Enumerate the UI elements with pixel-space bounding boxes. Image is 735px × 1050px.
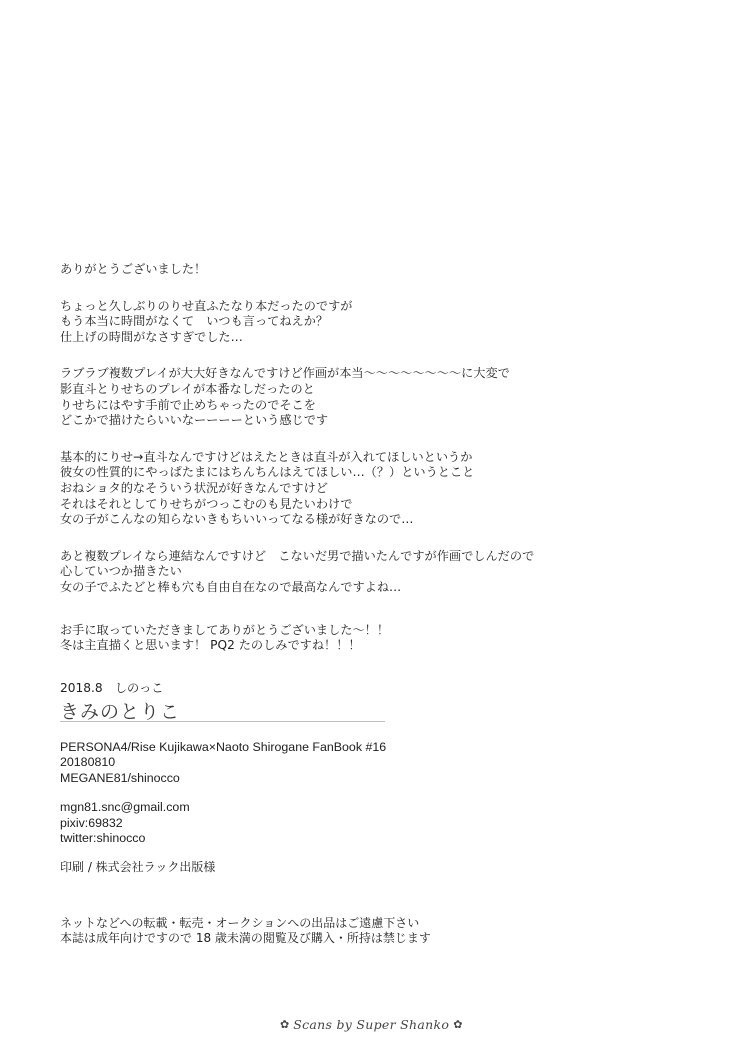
text-line: ちょっと久しぶりのりせ直ふたなり本だったのですが — [60, 298, 353, 313]
flower-ornament-icon: ✿ — [280, 1018, 290, 1031]
afterword — [60, 262, 700, 696]
text-line: 心していつか描きたい — [60, 564, 182, 579]
scan-credit-text: Scans by Super Shanko — [293, 1017, 450, 1032]
notice-line: 本誌は成年向けですので 18 歳未満の閲覧及び購入・所持は禁じます — [60, 931, 431, 946]
text-line: おねショタ的なそういう状況が好きなんですけど — [60, 480, 328, 495]
contact-info — [60, 800, 680, 846]
afterword-thanks — [60, 262, 700, 278]
afterword-paragraph-3 — [60, 450, 700, 528]
scan-credit — [280, 1018, 462, 1032]
afterword-paragraph-2 — [60, 366, 700, 428]
title-divider — [60, 721, 385, 722]
text-line: 女の子がこんなの知らないきもちいいってなる様が好きなので… — [60, 512, 414, 527]
notices — [60, 916, 680, 947]
text-line: ありがとうございました！ — [60, 262, 207, 276]
text-line: 彼女の性質的にやっぱたまにはちんちんはえてほしい…（？）というとこと — [60, 465, 475, 480]
printer-line: 印刷 / 株式会社ラック出版様 — [60, 860, 216, 875]
text-line: ラブラブ複数プレイが大大好きなんですけど作画が本当〜〜〜〜〜〜〜〜に大変で — [60, 366, 510, 381]
text-line: どこかで描けたらいいなーーーーという感じです — [60, 413, 329, 428]
text-line: 影直斗とりせちのプレイが本番なしだったのと — [60, 381, 315, 396]
text-line: あと複数プレイなら連結なんですけど こないだ男で描いたんですが作画でしんだので — [60, 548, 535, 563]
afterword-paragraph-5 — [60, 623, 700, 654]
text-line: りせちにはやす手前で止めちゃったのでそこを — [60, 397, 316, 412]
text-line: 冬は主直描くと思います！ PQ2 たのしみですね！！！ — [60, 638, 361, 653]
book-info — [60, 740, 680, 786]
afterword-paragraph-4 — [60, 549, 700, 596]
book-info-line: PERSONA4/Rise Kujikawa×Naoto Shirogane FanBook #16 — [60, 740, 387, 754]
book-info-line: 20180810 — [60, 755, 116, 770]
signature-line: 2018.8 しのっこ — [60, 680, 164, 695]
contact-twitter: twitter:shinocco — [60, 831, 146, 846]
text-line: それはそれとしてりせちがつっこむのも見たいわけで — [60, 496, 353, 511]
contact-email: mgn81.snc@gmail.com — [60, 800, 190, 815]
contact-pixiv: pixiv:69832 — [60, 815, 123, 830]
text-line: もう本当に時間がなくて いつも言ってねえか？ — [60, 314, 329, 329]
printer-info — [60, 860, 680, 875]
afterword-signature — [60, 681, 700, 697]
colophon-title: きみのとりこ — [60, 701, 181, 723]
colophon — [60, 740, 680, 947]
notice-line: ネットなどへの転載・転売・オークションへの出品はご遠慮下さい — [60, 915, 420, 930]
text-line: 基本的にりせ→直斗なんですけどはえたときは直斗が入れてほしいというか — [60, 449, 473, 464]
flower-ornament-icon: ✿ — [453, 1018, 463, 1031]
afterword-paragraph-1 — [60, 299, 700, 346]
text-line: お手に取っていただきましてありがとうございました〜！！ — [60, 622, 390, 637]
text-line: 女の子でふたどと棒も穴も自由自在なので最高なんですよね… — [60, 579, 402, 594]
book-info-line: MEGANE81/shinocco — [60, 770, 180, 785]
text-line: 仕上げの時間がなさすぎでした… — [60, 329, 243, 344]
